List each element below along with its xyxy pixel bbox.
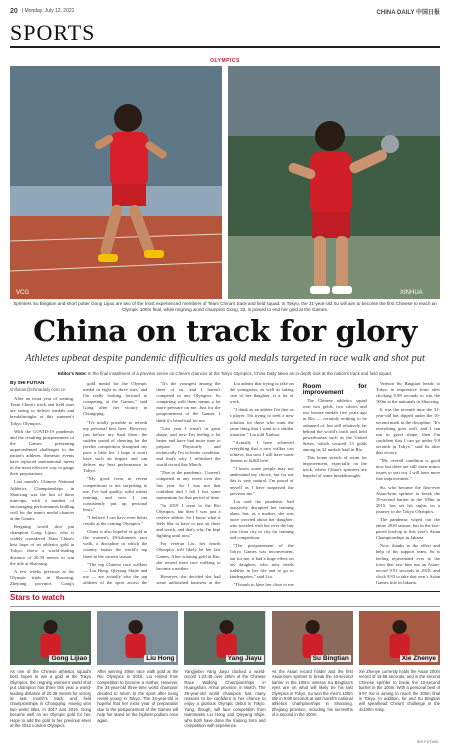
story-kicker: OLYMPICS — [210, 58, 240, 64]
paragraph: However, she decided she had some unfinished business at the — [156, 573, 221, 585]
lead-photo — [10, 66, 440, 299]
paragraph: For veteran Liu, her fourth Olympics will likely be her last Games. After winning gold in Rio, she retired from race walking to become a mother. — [156, 541, 221, 571]
paragraph: Last month's Chinese National Athletics Championships in Shaoxing was the last of these tune-ups, with a number of encouraging performances bodling well for the team's medal chances at the Games. — [10, 479, 75, 521]
section-divider — [10, 46, 440, 48]
paragraph: It was the seventh time the 31-year-old has dipped under the 10-second mark in the discipline. "It's everything goes well, and I can run in good shape, then I'm confident that I can go under 9.9 seconds in Tokyo," said Su after that victory. — [375, 407, 440, 456]
athlete-bio: As the Asian record holder and the first Asian-born sprinter to break the 10-second barrier in the 100m, veteran Su Bingtian's eyes are on what will likely be his last Olympics in Tokyo. Su won the men's 100m title in 9.98 seconds at last month's national athletics championships in Shaoxing, Zhejiang province, including his six-tenths of a second in the 100m. — [271, 669, 353, 718]
paragraph: Liu admits that trying to take on the youngsters, as well as taking care of her daughter, is a lot of work. — [229, 381, 294, 405]
paragraph: "It's the youngest among the three of us, and I haven't competed in any Olympics. So competing with them means a lot more pressure on me. Just for the postponement of the Games, I think it's beneficial for me. — [156, 381, 221, 423]
paragraph: Now, thanks to the effort and help of his support team, Su is feeling rejuvenated ever to the form that saw him run an Asian-record 9.91 seconds in 2018, and clock 9.83 to take that year's Asian Games title in Jakarta. — [375, 543, 440, 585]
paragraph: "In 2019 I went to the Rio Olympics, but then I was just a reserve athlete. So I know what it feels like to have to just sit there and watch, and that's why I'm kept fighting until now." — [156, 502, 221, 539]
paragraph: A few weeks previous at the Olympic trials in Shaoxing, Zhejiang province, Gong's — [10, 568, 75, 586]
section-title: SPORTS — [10, 20, 96, 45]
article-column-4 — [230, 381, 294, 586]
paragraph: "My overall condition is good now but there are still some minor issues to sort out. I will have more fine improvement." — [375, 458, 440, 482]
stars-credit: SHI FUTIAN — [416, 740, 438, 744]
athlete-bio: Xie Zhenye currently holds the Asian 200m record of 19.88 seconds, and is the second Chinese sprinter to break the 10-second barrier in the 100m. With a personal best of 9.97 Xie is aiming to reach the 200m final in Tokyo. In addition, he and Su Bingtian will spearhead China's challenge in the 4x100m relay. — [358, 669, 441, 712]
stars-top-rule — [10, 591, 440, 592]
athlete-bio: Yangjiebei Yang Jiayu clocked a world-record 1:23:49 over 20km of the Chinese Race Walking Championships in Huangshan, Anhui province, in March. The 25-year-old world champion has many reasons to be confident in her chance to enjoy a glorious Olympic debut in Tokyo. Yang, though, will face competition from teammates Liu Hong and Qieyang Shijie, who both have done the training form and competition with experience. — [184, 669, 266, 729]
paragraph: Su, who became the first-ever Asian-born sprinter to break the 10-second barrier in the 100m in 2015, has set his sights on a journey to the Tokyo Olympics. — [375, 484, 440, 514]
athlete-bio: As one of the Chinese athletics squad's best hopes to win a gold at the Tokyo Olympics, the reigning women's world shot put champion has three this year a world-leading distance of 20.39 meters for victory at last month's track and field championships in Chongqing. Having won two world titles, in 2017 and 2019, Gong became well on an Olympic gold for her. Hope to add the gold to her previous silver at the 2012 London Olympics. — [10, 669, 92, 729]
athlete-name: Liu Hong — [146, 655, 175, 662]
page-header-bar — [10, 6, 440, 16]
paragraph: With the COVID-19 pandemic and the resulting postponement of the Games presenting unprecedented challenges to the nation's athletes, domestic events have replaced international meets as the most effective way to gauge their preparations. — [10, 428, 75, 477]
athlete-card-su-bingtian — [272, 611, 353, 741]
paragraph: "I believe I can have even better results at the coming Olympics." — [83, 514, 148, 527]
athlete-name: Yang Jiayu — [227, 655, 262, 662]
photo-caption: Sprinters Su Bingtian and short putter Gong Lijiao are two of the most experienced members of Team China's track and field squad. In Tokyo, the 31-year-old Su will aim to become the first Chinese to reach an Olympic 100m final, while reigning world champion Gong, 32, is poised to end her gold at the Games. — [13, 301, 437, 312]
article-column-5 — [303, 381, 367, 586]
athlete-card-yang-jiayu — [184, 611, 265, 741]
article-column-2 — [83, 381, 147, 586]
paragraph: After an extra year of waiting, Team China's track and field stars are raring to deliver medals and breakthroughs at this summer's Tokyo Olympics. — [10, 396, 75, 426]
stars-divider — [10, 606, 440, 607]
article-column-1 — [10, 381, 74, 586]
paragraph: This home stretch of room for improvement, especially on the track, where China's sprinters are hopeful of some breakthroughs. — [302, 455, 367, 479]
athlete-name: Su Bingtian — [312, 655, 349, 662]
paragraph: "Though to have her close to me — [233, 581, 294, 586]
athlete-card-liu-hong — [97, 611, 178, 741]
page-number: 20 — [10, 7, 18, 15]
paragraph: "I think as an athlete I'm fine as a player. I'm trying to seek a new solution for those who want the same thing that I want to a similar situation," Liu told Xinhua. — [229, 407, 294, 437]
svg-text:VCG: VCG — [16, 290, 30, 296]
paragraph: "I know some people may not understand my choice, but for me this is very natural. I'm proud of myself as I have surpassed the previous me." — [229, 466, 294, 496]
paragraph: Veteran Su Bingtian heads to Tokyo in impressive form after clocking 9.98 seconds to win the 100m at the nationals in Shaoxing. — [375, 381, 440, 405]
paragraph: Reigning world shot put champion Gong Lijiao, who is widely considered Team China's best hope of an athletics gold in Tokyo, threw a world-leading distance of 20.39 meters to win the title at Shaoxing. — [10, 524, 75, 566]
paragraph: "Last year I wasn't in great shape, and now I'm feeling a lot better and have had more time to prepare. Physically and technically I'm in better condition, and that's why I refreshed the world record this March. — [156, 425, 221, 468]
article-column-6 — [376, 381, 440, 586]
stars-section-title: Stars to watch — [10, 593, 65, 602]
svg-text:XINHUA: XINHUA — [400, 290, 423, 296]
deck: Athletes upbeat despite pandemic difficulties as gold medals targeted in race walk and shot put — [25, 353, 425, 364]
athlete-name: Gong Lijiao — [51, 655, 88, 662]
paragraph: "Actually I have achieved everything that a race walker can achieve, but now I still have some dreams to fulfill here. — [229, 439, 294, 464]
editors-note-text: In the final installment of a preview series on China's chances at the Tokyo Olympics, China Daily takes an in-depth look at the nation's track and field squad. — [87, 371, 393, 376]
headline: China on track for glory — [33, 314, 417, 348]
athlete-card-xie-zhenye — [359, 611, 440, 741]
paragraph: The Chinese athletics squad won two golds, two silvers and two bronze medals five years ago in Rio — certainly nothing to be ashamed of, but still relatively far behind the world's track and field powerhouses such as the United States, which secured 13 golds among its 32 medals haul in Rio. — [302, 398, 367, 452]
paragraph: China is also hopeful of gold in the women's 20-kilometer race walk, a discipline in which the country boasts the world's top three in the current season. — [83, 529, 148, 559]
byline: By SHI FUTIAN — [10, 381, 45, 386]
paragraph: gold medal for the Olympic medal in eight in three tries, and I'm really looking forward to competing at the Games," said Gong after her victory in Chongqing. — [83, 381, 148, 417]
paragraph: "The postponement of the Tokyo Games was inconvenient, but for me, it had a huge effect on my daughter, who now needs stability in her life and to go to kindergarten," said Liu. — [229, 543, 294, 579]
paragraph: "The top Chinese race walkers — Liu Hong, Qieyang Shijie and me — are actually also the top athletes of the sport across the — [83, 561, 148, 585]
author-email[interactable]: shifutian@chinadaily.com.cn — [10, 387, 66, 393]
article-body — [10, 381, 440, 586]
paragraph: "It's totally possible to refresh my personal best here. However, just before my final three, the sudden sound of cheering for the javelin competition disrupted my pace a little bit. I hope it won't have such an impact and can deliver my best performance in Tokyo. — [83, 419, 148, 474]
issue-date: | Monday, July 12, 2021 — [21, 8, 75, 14]
subhead: Room for improvement — [302, 383, 367, 397]
stars-to-watch — [10, 611, 440, 741]
paragraph: "Due to the pandemic, I haven't competed in any event over the last year. So I was not that confident and I felt I lost some momentum for that period of time. — [156, 470, 221, 500]
athlete-bio: After winning 20km race walk gold at the Rio Olympics in 2016, Liu retired from competition to become a mother. However, the 34-year-old three-time world champion decided to return to the sport after being revisit young in Tokyo. The 34-year-old is hopeful that her extra year of preparation due to the postponement of the Games will help her stand on the highest podium once again. — [97, 669, 179, 723]
paper-name: CHINA DAILY 中国日报 — [376, 9, 440, 16]
athlete-card-gong-lijiao — [10, 611, 91, 741]
editors-note-label: Editor's Note: — [57, 371, 87, 376]
paragraph: The pandemic wiped out the entire 2020 season, but in the fast-paced lead-up to this year's Asian Championships in Jakarta. — [375, 516, 440, 541]
lead-photo-illustration — [10, 66, 440, 299]
paragraph: Liu said the pandemic had massively disrupted her training plans, but, as a mother, she was more worried about her daughter, who traveled with her over the last year from city to city for training and competition. — [229, 498, 294, 541]
paragraph: "My good form in recent competitions is not surprising to me. I've had quality, solid winter training, and now I can consistently put up personal bests." — [83, 476, 148, 512]
editors-note — [0, 371, 450, 376]
athlete-name: Xie Zhenye — [401, 655, 437, 662]
article-column-3 — [156, 381, 220, 586]
